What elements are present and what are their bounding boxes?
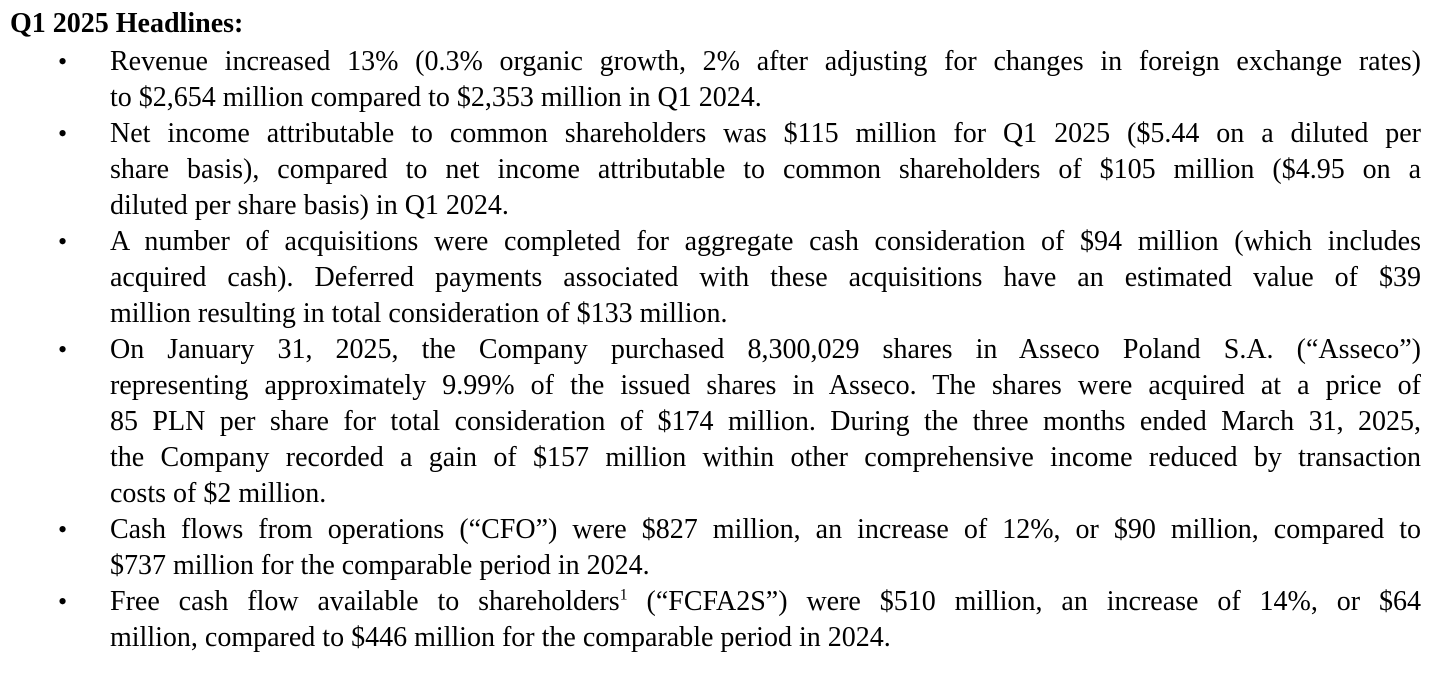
footnote-marker: 1 bbox=[619, 586, 628, 604]
bullet-text bbox=[110, 512, 1421, 584]
list-item bbox=[0, 116, 1456, 224]
headlines-list bbox=[0, 44, 1456, 656]
text-line bbox=[110, 584, 1421, 620]
text-line: diluted per share basis) in Q1 2024. bbox=[110, 190, 509, 221]
text-line: On January 31, 2025, the Company purchased 8,300,029 shares in Asseco Poland S.A. (“Asseco”) bbox=[110, 334, 1421, 365]
text-line: Revenue increased 13% (0.3% organic growth, 2% after adjusting for changes in foreign exchange rates) bbox=[110, 46, 1421, 77]
text-line: A number of acquisitions were completed for aggregate cash consideration of $94 million (which includes bbox=[110, 226, 1421, 257]
headlines-heading: Q1 2025 Headlines: bbox=[10, 8, 244, 39]
bullet-text bbox=[110, 332, 1421, 512]
bullet-icon: • bbox=[58, 119, 68, 148]
list-item bbox=[0, 332, 1456, 512]
bullet-text bbox=[110, 584, 1421, 656]
text-line: $737 million for the comparable period in 2024. bbox=[110, 550, 650, 581]
text-segment: Free cash flow available to shareholders bbox=[110, 586, 620, 617]
text-line: representing approximately 9.99% of the issued shares in Asseco. The shares were acquired at a price of bbox=[110, 370, 1421, 401]
bullet-text bbox=[110, 116, 1421, 224]
list-item bbox=[0, 224, 1456, 332]
list-item bbox=[0, 512, 1456, 584]
text-line: million resulting in total consideration of $133 million. bbox=[110, 298, 728, 329]
bullet-icon: • bbox=[58, 587, 68, 616]
bullet-text bbox=[110, 224, 1421, 332]
bullet-icon: • bbox=[58, 47, 68, 76]
text-line: share basis), compared to net income attributable to common shareholders of $105 million ($4.95 on a bbox=[110, 154, 1421, 185]
text-line: acquired cash). Deferred payments associated with these acquisitions have an estimated value of $39 bbox=[110, 262, 1421, 293]
text-line: Cash flows from operations (“CFO”) were $827 million, an increase of 12%, or $90 million, compared to bbox=[110, 514, 1421, 545]
text-line: 85 PLN per share for total consideration of $174 million. During the three months ended March 31, 2025, bbox=[110, 406, 1421, 437]
list-item bbox=[0, 44, 1456, 116]
text-line: costs of $2 million. bbox=[110, 478, 327, 509]
text-line: Net income attributable to common shareholders was $115 million for Q1 2025 ($5.44 on a diluted per bbox=[110, 118, 1421, 149]
bullet-icon: • bbox=[58, 515, 68, 544]
bullet-icon: • bbox=[58, 335, 68, 364]
bullet-icon: • bbox=[58, 227, 68, 256]
bullet-text bbox=[110, 44, 1421, 116]
text-line: million, compared to $446 million for the comparable period in 2024. bbox=[110, 622, 891, 653]
text-line: the Company recorded a gain of $157 million within other comprehensive income reduced by transaction bbox=[110, 442, 1421, 473]
list-item bbox=[0, 584, 1456, 656]
text-segment: (“FCFA2S”) were $510 million, an increase of 14%, or $64 bbox=[627, 586, 1421, 617]
text-line: to $2,654 million compared to $2,353 million in Q1 2024. bbox=[110, 82, 762, 113]
